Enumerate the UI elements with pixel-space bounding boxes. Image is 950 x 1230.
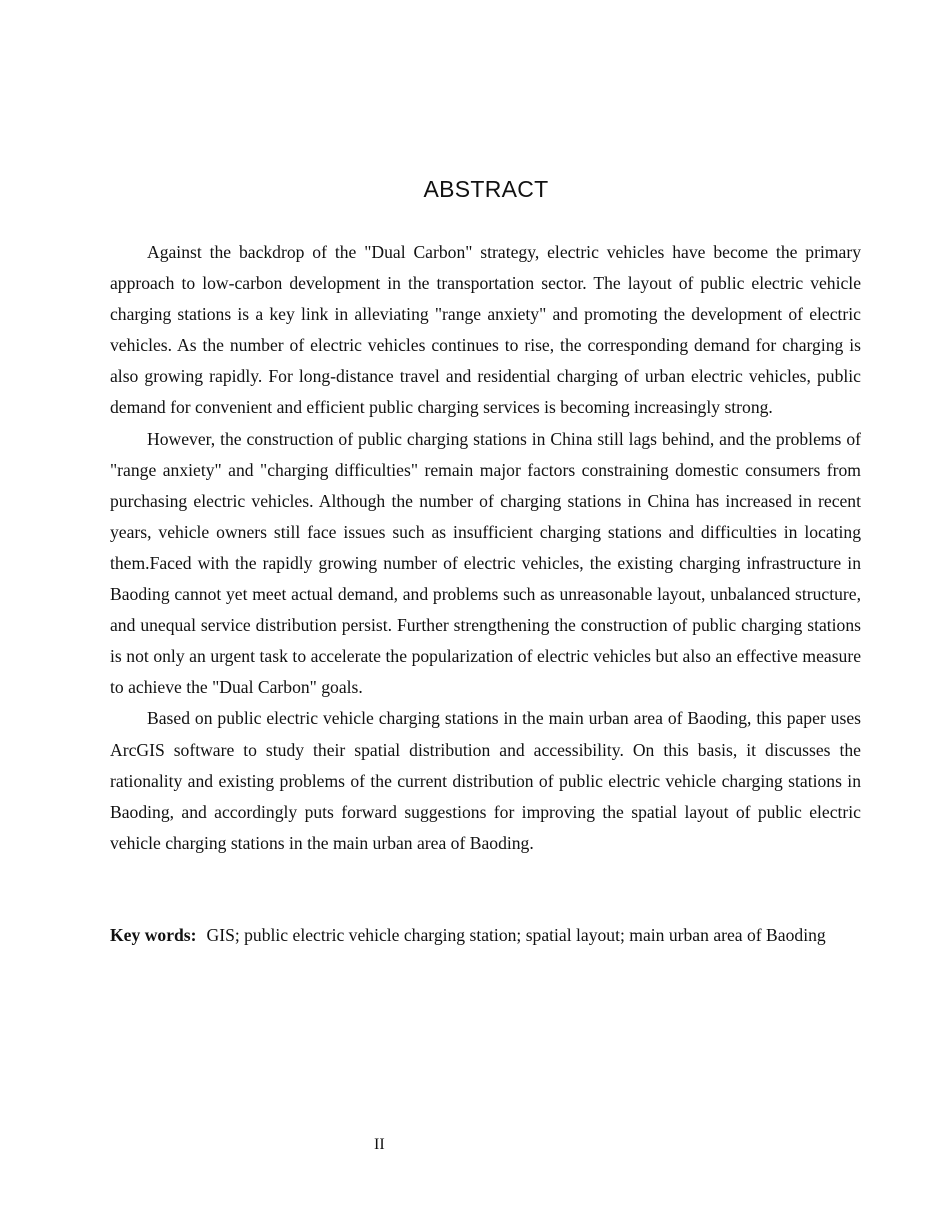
keywords-line <box>110 920 861 951</box>
page-number: II <box>374 1136 385 1153</box>
abstract-paragraph-1: Against the backdrop of the "Dual Carbon" strategy, electric vehicles have become the primary approach to low-carbon development in the transportation sector. The layout of public electric vehicle charging stations is a key link in alleviating "range anxiety" and promoting the development of electric vehicles. As the number of electric vehicles continues to rise, the corresponding demand for charging is also growing rapidly. For long-distance travel and residential charging of urban electric vehicles, public demand for convenient and efficient public charging services is becoming increasingly strong. <box>110 242 861 418</box>
abstract-paragraph-3: Based on public electric vehicle charging stations in the main urban area of Baoding, this paper uses ArcGIS software to study their spatial distribution and accessibility. On this basis, it discusses the rationality and existing problems of the current distribution of public electric vehicle charging stations in Baoding, and accordingly puts forward suggestions for improving the spatial layout of public electric vehicle charging stations in the main urban area of Baoding. <box>110 708 861 853</box>
keywords-text: GIS; public electric vehicle charging station; spatial layout; main urban area of Baoding <box>206 925 826 945</box>
abstract-paragraph-2: However, the construction of public charging stations in China still lags behind, and the problems of "range anxiety" and "charging difficulties" remain major factors constraining domestic consumers from purchasing electric vehicles. Although the number of charging stations in China has increased in recent years, vehicle owners still face issues such as insufficient charging stations and difficulties in locating them.Faced with the rapidly growing number of electric vehicles, the existing charging infrastructure in Baoding cannot yet meet actual demand, and problems such as unreasonable layout, unbalanced structure, and unequal service distribution persist. Further strengthening the construction of public charging stations is not only an urgent task to accelerate the popularization of electric vehicles but also an effective measure to achieve the "Dual Carbon" goals. <box>110 428 861 698</box>
abstract-title: ABSTRACT <box>423 176 549 202</box>
keywords-label: Key words: <box>110 925 197 945</box>
abstract-body <box>110 237 861 859</box>
